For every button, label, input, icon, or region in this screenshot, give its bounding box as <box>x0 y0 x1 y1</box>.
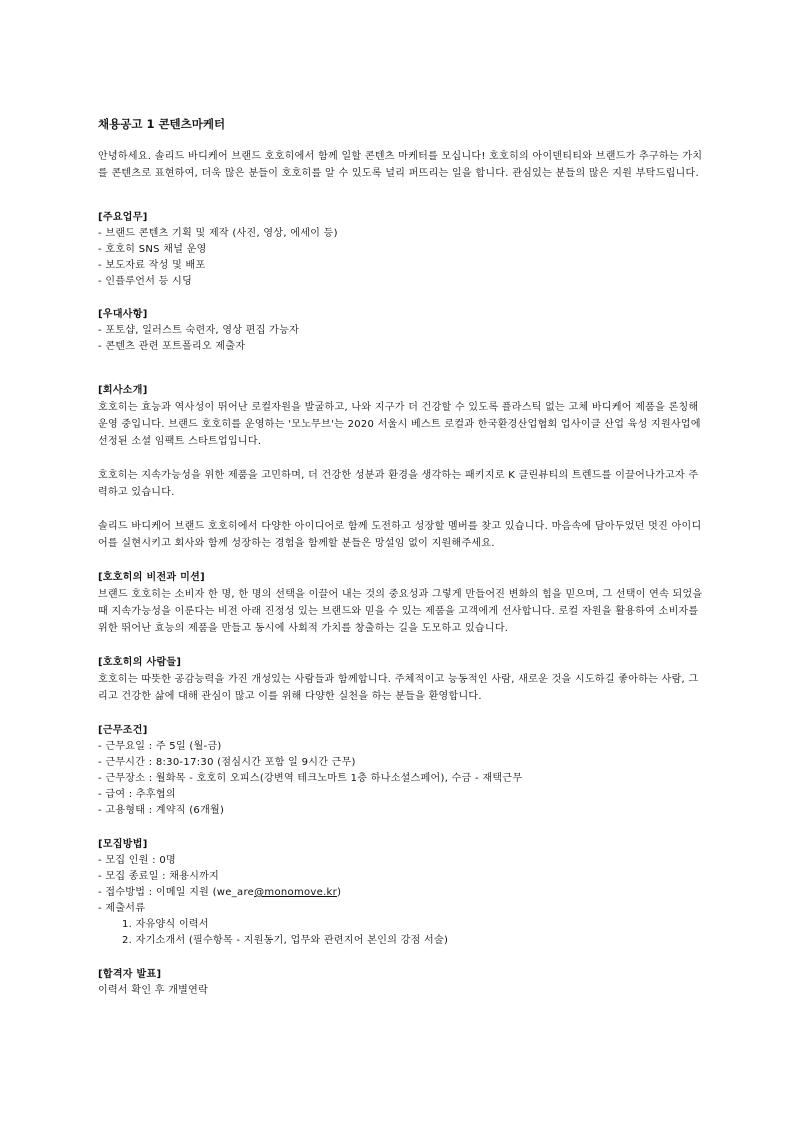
list-item: - 근무요일 : 주 5일 (월-금) <box>98 741 222 752</box>
page-title: 채용공고 1 콘텐츠마케터 <box>98 117 226 131</box>
announce-heading: [합격자 발표] <box>98 969 162 980</box>
list-item: - 모집 인원 : 0명 <box>98 855 176 866</box>
announce-text: 이력서 확인 후 개별연락 <box>98 985 209 996</box>
apply-method-suffix: ) <box>337 887 342 898</box>
conditions-section <box>98 722 708 819</box>
conditions-heading: [근무조건] <box>98 725 148 736</box>
company-heading: [회사소개] <box>98 385 148 396</box>
company-paragraph: 솔리드 바디케어 브랜드 호호히에서 다양한 아이디어로 함께 도전하고 성장할 멤버를 찾고 있습니다. 마음속에 담아두었던 멋진 아이디어를 실현시키고 회사와 함께 성장하는 경험을 함께할 분들은 망설임 없이 지원해주세요. <box>98 521 702 549</box>
list-item: 2. 자기소개서 (필수항목 - 지원동기, 업무와 관련지어 본인의 강점 서술) <box>122 935 449 946</box>
vision-heading: [호호히의 비전과 미션] <box>98 572 205 583</box>
list-item: 1. 자유양식 이력서 <box>122 919 209 930</box>
duties-section <box>98 209 708 290</box>
recruit-heading: [모집방법] <box>98 839 148 850</box>
announce-section <box>98 966 708 999</box>
list-item: - 콘텐츠 관련 포트폴리오 제출자 <box>98 341 246 352</box>
preferred-section <box>98 306 708 355</box>
list-item: - 인플루언서 등 시딩 <box>98 276 193 287</box>
list-item: - 호호히 SNS 채널 운영 <box>98 244 207 255</box>
people-section <box>98 654 708 705</box>
list-item: - 근무장소 : 월화목 - 호호히 오피스(강변역 테크노마트 1층 하나소셜스페어), 수금 - 재택근무 <box>98 773 523 784</box>
company-paragraph: 호호히는 지속가능성을 위한 제품을 고민하며, 더 건강한 성분과 환경을 생각하는 패키지로 K 클린뷰티의 트렌드를 이끌어나가고자 주력하고 있습니다. <box>98 470 699 498</box>
duties-heading: [주요업무] <box>98 212 148 223</box>
list-item: - 브랜드 콘텐츠 기획 및 제작 (사진, 영상, 에세이 등) <box>98 228 338 239</box>
list-item: - 급여 : 추후협의 <box>98 789 176 800</box>
list-item: - 보도자료 작성 및 배포 <box>98 260 206 271</box>
recruit-section <box>98 836 708 949</box>
company-section <box>98 382 708 552</box>
vision-section <box>98 569 708 637</box>
docs-label: - 제출서류 <box>98 903 146 914</box>
company-paragraph: 호호히는 효능과 역사성이 뛰어난 로컬자원을 발굴하고, 나와 지구가 더 건강할 수 있도록 플라스틱 없는 고체 바디케어 제품을 론칭해 운영 중입니다. 브랜드 호호히를 운영하는 '모노무브'는 2020 서울시 베스트 로컬과 한국환경산업협회 업사이클 산업 육성 지원사업에 선정된 소셜 임팩트 스타트업입니다. <box>98 402 701 447</box>
intro-paragraph: 안녕하세요. 솔리드 바디케어 브랜드 호호히에서 함께 일할 콘텐츠 마케터를 모십니다! 호호히의 아이덴티티와 브랜드가 추구하는 가치를 콘텐츠로 표현하여, 더욱 많은 분들이 호호히를 알 수 있도록 널리 퍼뜨리는 일을 합니다. 관심있는 분들의 많은 지원 부탁드립니다. <box>98 151 703 179</box>
people-paragraph: 호호히는 따뜻한 공감능력을 가진 개성있는 사람들과 함께합니다. 주체적이고 능동적인 사람, 새로운 것을 시도하길 좋아하는 사람, 그리고 건강한 삶에 대해 관심이 많고 이를 위해 다양한 실천을 하는 분들을 환영합니다. <box>98 674 699 702</box>
preferred-heading: [우대사항] <box>98 309 148 320</box>
list-item: - 모집 종료일 : 채용시까지 <box>98 871 220 882</box>
email-link[interactable]: @monomove.kr <box>254 887 338 898</box>
apply-method-prefix: - 접수방법 : 이메일 지원 (we_are <box>98 887 255 898</box>
people-heading: [호호히의 사람들] <box>98 657 182 668</box>
apply-method-line <box>98 885 708 901</box>
list-item: - 고용형태 : 계약직 (6개월) <box>98 805 225 816</box>
list-item: - 포토샵, 일러스트 숙련자, 영상 편집 가능자 <box>98 325 300 336</box>
list-item: - 근무시간 : 8:30-17:30 (점심시간 포함 일 9시간 근무) <box>98 757 356 768</box>
vision-paragraph: 브랜드 호호히는 소비자 한 명, 한 명의 선택을 이끌어 내는 것의 중요성과 그렇게 만들어진 변화의 힘을 믿으며, 그 선택이 연속 되었을 때 지속가능성을 이룬다는 비전 아래 진정성 있는 브랜드와 믿을 수 있는 제품을 고객에게 선사합니다. 로컬 자원을 활용하여 소비자를 위한 뛰어난 효능의 제품을 만들고 동시에 사회적 가치를 창출하는 길을 도모하고 있습니다. <box>98 589 703 634</box>
